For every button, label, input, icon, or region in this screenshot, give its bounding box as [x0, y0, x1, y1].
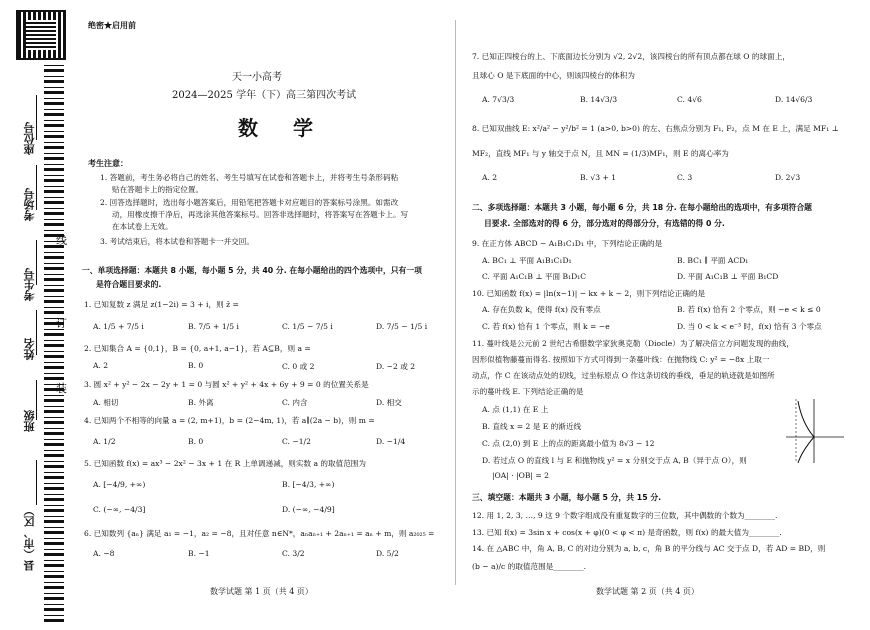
answer-option: A. −8	[93, 549, 115, 558]
barcode-icon	[44, 62, 64, 622]
name-label: 姓名	[23, 338, 36, 360]
column-divider	[455, 20, 456, 585]
question-text: 6. 已知数列 {aₙ} 满足 a₁ = −1，a₂ = −8，且对任意 n∈N*，aₙaₙ₊₁ + 2aₙ₊₁ = aₙ + m，则 a₂₀₂₅ =	[84, 529, 435, 538]
answer-option: C. 平面 A₁C₁B ⊥ 平面 B₁D₁C	[482, 272, 587, 281]
answer-option: B. [−4/3, +∞)	[282, 480, 335, 489]
page-footer-1: 数学试题 第 1 页（共 4 页）	[210, 587, 313, 596]
question-text: 14. 在 △ABC 中，角 A, B, C 的对边分别为 a, b, c，角 B 的平分线与 AC 交于点 D，若 AD = BD，则	[472, 544, 826, 553]
question-text: 3. 圆 x² + y² − 2x − 2y + 1 = 0 与圆 x² + y² + 4x + 6y + 9 = 0 的位置关系是	[84, 380, 369, 389]
answer-option: C. 点 (2,0) 到 E 上的点的距离最小值为 8√3 − 12	[482, 439, 655, 448]
answer-option: B. 直线 x = 2 是 E 的渐近线	[482, 422, 582, 431]
answer-option: B. BC₁ ∥ 平面 ACD₁	[677, 256, 749, 265]
seat-label: 座位号	[23, 122, 36, 155]
answer-option: C. −1/2	[282, 437, 311, 446]
answer-option: C. (−∞, −4/3]	[93, 505, 146, 514]
answer-option: B. 若 f(x) 恰有 2 个零点，则 −e < k ≤ 0	[677, 305, 821, 314]
subject-title: 数 学	[238, 116, 327, 140]
page-footer-2: 数学试题 第 2 页（共 4 页）	[596, 587, 699, 596]
answer-option: D. (−∞, −4/9]	[282, 505, 335, 514]
section-2-title: 二、多项选择题：本题共 3 小题，每小题 6 分，共 18 分. 在每小题给出的选项中，有多项符合题	[472, 203, 812, 212]
answer-option: C. 1/5 − 7/5 i	[282, 322, 333, 331]
answer-option: A. 1/2	[93, 437, 116, 446]
answer-option: C. 0 或 2	[282, 362, 315, 371]
answer-option: D. 相交	[376, 398, 402, 407]
note-line: 2. 回答选择题时，选出每小题答案后，用铅笔把答题卡对应题目的答案标号涂黑。如需改	[100, 198, 399, 207]
question-text: 13. 已知 f(x) = 3sin x + cos(x + φ)(0 < φ < π) 是奇函数，则 f(x) 的最大值为________.	[472, 528, 782, 537]
question-text: 10. 已知函数 f(x) = |ln(x−1)| − kx + k − 2，则下列结论正确的是	[472, 289, 706, 298]
question-text: 9. 在正方体 ABCD − A₁B₁C₁D₁ 中，下列结论正确的是	[472, 239, 663, 248]
answer-option: A. 1/5 + 7/5 i	[93, 322, 144, 331]
seal-pack-mark: 装	[56, 382, 67, 395]
answer-option: D. 若过点 O 的直线 l 与 E 和抛物线 y² = x 分别交于点 A, B（异于点 O），则	[482, 456, 747, 465]
question-text: 动点，作 C 在该动点处的切线，过坐标原点 O 作这条切线的垂线，垂足的轨迹就是如图所	[472, 371, 775, 380]
notes-title: 考生注意：	[88, 158, 128, 168]
question-text: (b − a)/c 的取值范围是________.	[472, 562, 587, 571]
question-text: 因形似植物藤蔓而得名. 按照如下方式可得到一条蔓叶线：在抛物线 C: y² = −8x 上取一	[472, 355, 770, 364]
answer-option: C. 若 f(x) 恰有 1 个零点，则 k = −e	[482, 322, 610, 331]
answer-option: B. 7/5 + 1/5 i	[188, 322, 239, 331]
question-text: 11. 蔓叶线是公元前 2 世纪古希腊数学家狄奥克勒（Diocle）为了解决倍立方问题发现的曲线，	[472, 339, 794, 348]
answer-option: A. 点 (1,1) 在 E 上	[482, 405, 549, 414]
question-text: 2. 已知集合 A = {0,1}，B = {0, a+1, a−1}，若 A⊆B，则 a =	[84, 344, 311, 353]
note-line: 3. 考试结束后，将本试卷和答题卡一并交回。	[100, 237, 254, 246]
question-text: 8. 已知双曲线 E: x²/a² − y²/b² = 1 (a>0, b>0) 的左、右焦点分别为 F₁, F₂，点 M 在 E 上，满足 MF₁ ⊥	[472, 124, 839, 133]
section-1-title-cont: 是符合题目要求的.	[96, 280, 162, 289]
fill-line	[36, 460, 37, 505]
note-line: 贴在答题卡上的指定位置。	[112, 185, 204, 194]
seal-bind-mark: 订	[56, 317, 67, 330]
question-text: 5. 已知函数 f(x) = ax³ − 2x² − 3x + 1 在 R 上单调递减，则实数 a 的取值范围为	[84, 459, 366, 468]
answer-option: A. BC₁ ⊥ 平面 A₁B₁C₁D₁	[482, 256, 572, 265]
answer-option: D. −2 或 2	[376, 362, 416, 371]
seal-line-mark: 线	[56, 234, 67, 247]
room-label: 考场号	[23, 188, 36, 221]
answer-option: B. √3 + 1	[580, 173, 617, 182]
question-text: 1. 已知复数 z 满足 z(1−2i) = 3 + i，则 z̄ =	[84, 300, 239, 309]
section-2-title-cont: 目要求. 全部选对的得 6 分，部分选对的得部分分，有选错的得 0 分.	[484, 219, 725, 228]
county-label: 县（市、区）	[23, 505, 36, 571]
answer-option: C. 3/2	[282, 549, 305, 558]
section-3-title: 三、填空题：本题共 3 小题，每小题 5 分，共 15 分.	[472, 493, 662, 502]
question-text: 4. 已知两个不相等的向量 a = (2, m+1)，b = (2−4m, 1)，若 a∥(2a − b)，则 m =	[84, 416, 375, 425]
answer-option: A. 2	[482, 173, 498, 182]
answer-option: D. 14√6/3	[775, 95, 813, 104]
answer-option: C. 3	[677, 173, 693, 182]
question-text: 7. 已知正四棱台的上、下底面边长分别为 √2, 2√2，该四棱台的所有顶点都在球 O 的球面上，	[472, 52, 790, 61]
answer-option: B. −1	[188, 549, 210, 558]
answer-option: D. 7/5 − 1/5 i	[376, 322, 428, 331]
answer-option: A. 7√3/3	[482, 95, 515, 104]
question-text: 且球心 O 是下底面的中心，则该四棱台的体积为	[472, 71, 635, 80]
answer-option: B. 外离	[188, 398, 214, 407]
answer-option: C. 内含	[282, 398, 308, 407]
answer-option: D. 2√3	[775, 173, 801, 182]
question-text: MF₂，直线 MF₁ 与 y 轴交于点 N，且 MN = (1/3)MF₁，则 E 的离心率为	[472, 149, 729, 158]
exam-name: 2024—2025 学年（下）高三第四次考试	[172, 90, 357, 101]
question-text: 示的蔓叶线 E. 下列结论正确的是	[472, 387, 584, 396]
note-line: 动，用橡皮擦干净后，再选涂其他答案标号。回答非选择题时，将答案写在答题卡上。写	[112, 210, 409, 219]
note-line: 在本试卷上无效。	[112, 222, 173, 231]
answer-option: A. [−4/9, +∞)	[93, 480, 146, 489]
section-1-title: 一、单项选择题：本题共 8 小题，每小题 5 分，共 40 分. 在每小题给出的四个选项中，只有一项	[82, 266, 422, 275]
answer-option: A. 2	[93, 361, 109, 370]
exam-org: 天一小高考	[232, 72, 282, 83]
answer-option: B. 14√3/3	[580, 95, 618, 104]
answer-option: |OA| · |OB| = 2	[492, 471, 550, 480]
answer-option: D. 5/2	[376, 549, 399, 558]
answer-option: C. 4√6	[677, 95, 702, 104]
student-id-label: 考生号	[23, 268, 36, 301]
note-line: 1. 答题前，考生务必将自己的姓名、考生号填写在试卷和答题卡上，并将考生号条形码粘	[100, 173, 399, 182]
qr-code-icon	[16, 10, 66, 60]
answer-option: B. 0	[188, 437, 204, 446]
class-label: 班级	[23, 410, 36, 432]
question-text: 12. 用 1, 2, 3, …, 9 这 9 个数字组成没有重复数字的三位数，其中偶数的个数为________.	[472, 511, 778, 520]
answer-option: A. 存在负数 k，使得 f(x) 没有零点	[482, 305, 601, 314]
answer-option: D. −1/4	[376, 437, 406, 446]
answer-option: B. 0	[188, 361, 204, 370]
answer-option: D. 当 0 < k < e⁻³ 时，f(x) 恰有 3 个零点	[677, 322, 822, 331]
answer-option: A. 相切	[93, 398, 119, 407]
cissoid-graph	[784, 395, 846, 465]
answer-option: D. 平面 A₁C₁B ⊥ 平面 B₁CD	[677, 272, 779, 281]
secret-mark: 绝密★启用前	[88, 20, 136, 30]
